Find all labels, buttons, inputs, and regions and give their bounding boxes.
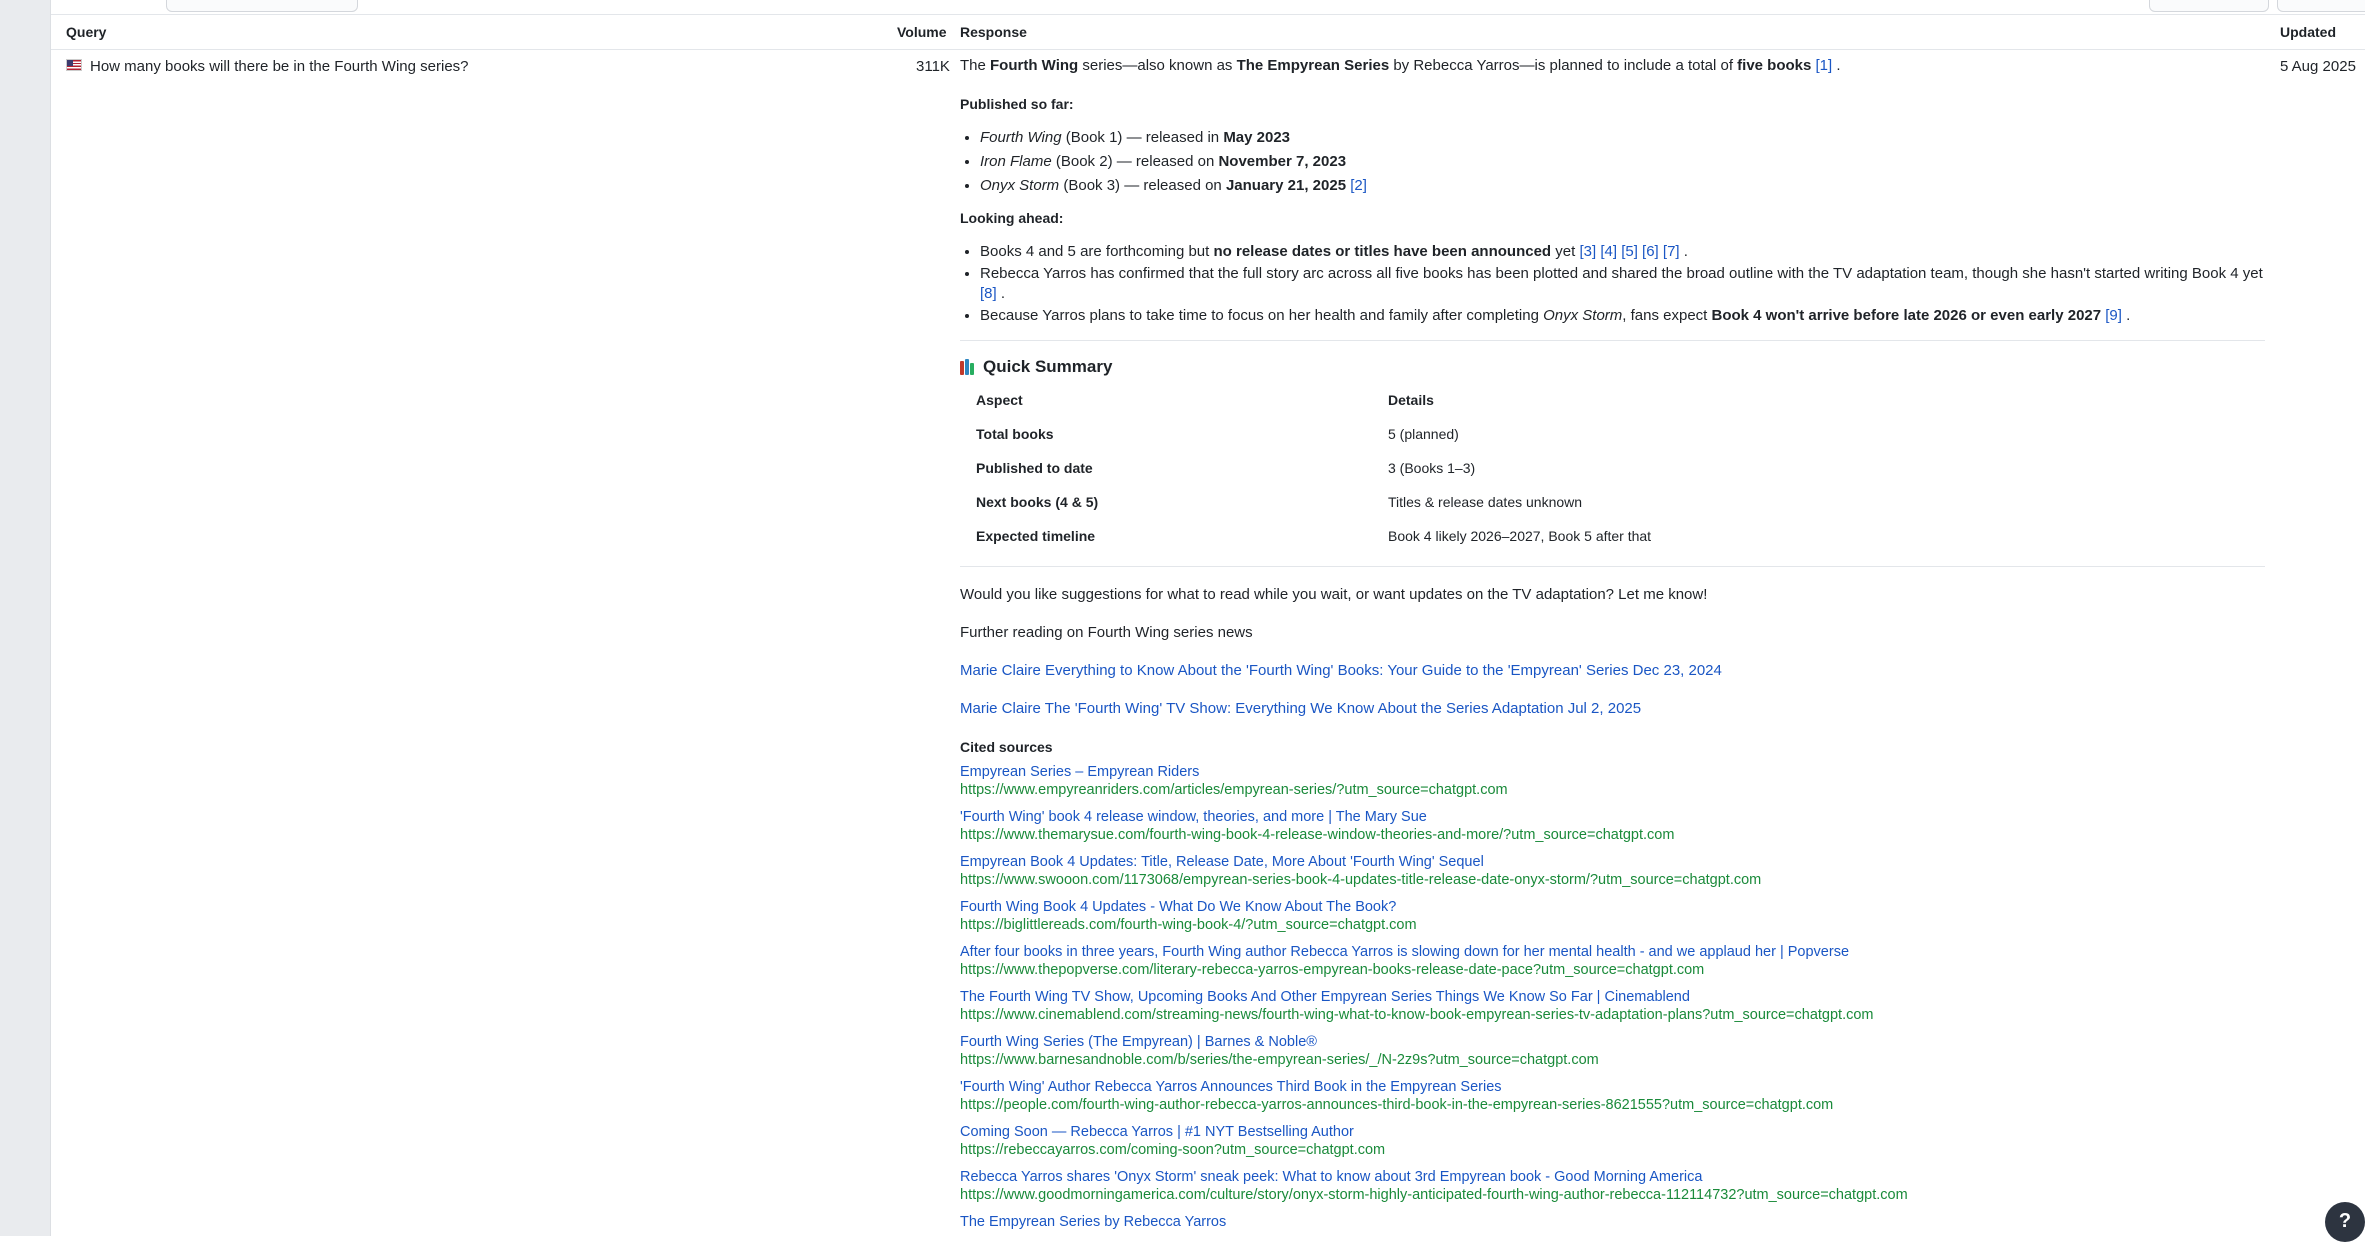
table-header-cell: Aspect [976,392,1023,408]
further-reading-heading: Further reading on Fourth Wing series news [960,624,1253,641]
table-cell: 3 (Books 1–3) [1388,460,1476,476]
source-url[interactable]: https://www.swooon.com/1173068/empyrean-series-book-4-updates-title-release-date-onyx-storm/?utm_source=chatgpt.com [960,872,1762,888]
looking-ahead-heading: Looking ahead: [960,210,1064,226]
source-title-link[interactable]: 'Fourth Wing' Author Rebecca Yarros Announces Third Book in the Empyrean Series [960,1079,1502,1095]
source-item [960,988,2265,1024]
published-list [960,126,2265,198]
further-reading-link[interactable]: Marie Claire Everything to Know About the 'Fourth Wing' Books: Your Guide to the 'Empyrean' Series Dec 23, 2024 [960,662,1722,679]
source-item [960,943,2265,979]
us-flag-icon [66,59,82,71]
source-url[interactable]: https://www.thepopverse.com/literary-rebecca-yarros-empyrean-books-release-date-pace?utm_source=chatgpt.com [960,962,1705,978]
table-header [51,15,2365,50]
table-header-row [976,383,1651,417]
citation-link[interactable]: [4] [1600,243,1618,260]
top-action-button[interactable] [2149,0,2269,12]
column-header-query[interactable]: Query [66,24,107,40]
left-rail [0,0,51,1236]
citation-link[interactable]: [6] [1642,243,1659,260]
published-heading: Published so far: [960,96,1074,112]
table-cell: Published to date [976,460,1093,476]
citation-link[interactable]: [2] [1350,177,1367,194]
source-url[interactable]: https://www.themarysue.com/fourth-wing-book-4-release-window-theories-and-more/?utm_source=chatgpt.com [960,827,1675,843]
source-item [960,1078,2265,1114]
list-item: • Rebecca Yarros has confirmed that the full story arc across all five books has been plotted and shared the broad outline with the TV adaptation team, though she hasn't started writing Book 4 yet [8] . [980,264,2265,304]
table-cell: Titles & release dates unknown [1388,494,1583,510]
table-cell: Book 4 likely 2026–2027, Book 5 after that [1388,528,1652,544]
table-row [976,451,1651,485]
source-item [960,898,2265,934]
source-item [960,763,2265,799]
citation-link[interactable]: [8] [980,285,997,302]
table-row [976,417,1651,451]
top-action-button-2[interactable] [2277,0,2365,12]
source-url[interactable]: https://www.goodmorningamerica.com/culture/story/onyx-storm-highly-anticipated-fourth-wing-author-rebecca-112114732?utm_source=chatgpt.com [960,1187,1908,1203]
table-header-cell: Details [1388,392,1434,408]
looking-ahead-list [960,242,2265,326]
top-filter-control[interactable] [166,0,358,12]
source-url[interactable]: https://people.com/fourth-wing-author-rebecca-yarros-announces-third-book-in-the-empyrean-series-8621555?utm_source=chatgpt.com [960,1097,1834,1113]
citation-link[interactable]: [9] [2105,307,2122,324]
source-title-link[interactable]: The Fourth Wing TV Show, Upcoming Books And Other Empyrean Series Things We Know So Far | Cinemablend [960,989,1690,1005]
cited-sources-list [960,763,2265,1231]
quick-summary-title: Quick Summary [960,357,2265,377]
source-title-link[interactable]: Coming Soon — Rebecca Yarros | #1 NYT Bestselling Author [960,1124,1354,1140]
table-row [976,519,1651,553]
source-item [960,808,2265,844]
source-title-link[interactable]: Rebecca Yarros shares 'Onyx Storm' sneak peek: What to know about 3rd Empyrean book - Good Morning America [960,1169,1703,1185]
source-title-link[interactable]: Empyrean Book 4 Updates: Title, Release Date, More About 'Fourth Wing' Sequel [960,854,1484,870]
list-item: • Books 4 and 5 are forthcoming but no release dates or titles have been announced yet [3] [4] [5] [6] [7] . [980,242,2265,262]
list-item: • Fourth Wing (Book 1) — released in May 2023 [980,126,2265,150]
source-item [960,853,2265,889]
books-icon [960,359,976,375]
table-row [976,485,1651,519]
citation-link[interactable]: [7] [1662,243,1680,260]
response-cell [960,56,2265,1240]
divider [960,340,2265,341]
response-intro: The Fourth Wing series—also known as The Empyrean Series by Rebecca Yarros—is planned to include a total of five books [1] . [960,57,1841,74]
closing-text: Would you like suggestions for what to read while you wait, or want updates on the TV adaptation? Let me know! [960,586,1708,603]
source-title-link[interactable]: Fourth Wing Series (The Empyrean) | Barnes & Noble® [960,1034,1317,1050]
further-reading-link[interactable]: Marie Claire The 'Fourth Wing' TV Show: Everything We Know About the Series Adaptation Jul 2, 2025 [960,700,1642,717]
column-header-response[interactable]: Response [960,24,1027,40]
source-url[interactable]: https://www.empyreanriders.com/articles/empyrean-series/?utm_source=chatgpt.com [960,782,1508,798]
citation-link[interactable]: [3] [1579,243,1597,260]
source-item [960,1213,2265,1231]
list-item: • Onyx Storm (Book 3) — released on January 21, 2025 [2] [980,174,2265,198]
column-header-volume[interactable]: Volume [897,24,947,40]
source-url[interactable]: https://rebeccayarros.com/coming-soon?utm_source=chatgpt.com [960,1142,1386,1158]
query-cell[interactable] [66,58,469,75]
source-title-link[interactable]: Empyrean Series – Empyrean Riders [960,764,1200,780]
table-cell: Total books [976,426,1054,442]
source-title-link[interactable]: Fourth Wing Book 4 Updates - What Do We Know About The Book? [960,899,1397,915]
source-item [960,1033,2265,1069]
source-url[interactable]: https://www.cinemablend.com/streaming-news/fourth-wing-what-to-know-book-empyrean-series-tv-adaptation-plans?utm_source=chatgpt.com [960,1007,1874,1023]
source-url[interactable]: https://www.barnesandnoble.com/b/series/the-empyrean-series/_/N-2z9s?utm_source=chatgpt.com [960,1052,1599,1068]
table-cell: Expected timeline [976,528,1096,544]
divider [960,566,2265,567]
query-text: How many books will there be in the Fourth Wing series? [90,58,469,75]
help-button[interactable]: ? [2325,1202,2365,1242]
citation-link[interactable]: [5] [1621,243,1638,260]
source-title-link[interactable]: After four books in three years, Fourth Wing author Rebecca Yarros is slowing down for her mental health - and we applaud her | Popverse [960,944,1850,960]
volume-cell: 311K [916,58,950,75]
quick-summary-table [976,383,1651,553]
table-cell: Next books (4 & 5) [976,494,1099,510]
source-item [960,1168,2265,1204]
column-header-updated[interactable]: Updated [2280,24,2336,40]
list-item: • Because Yarros plans to take time to focus on her health and family after completing Onyx Storm, fans expect Book 4 won't arrive before late 2026 or even early 2027 [9] . [980,306,2265,326]
table-cell: 5 (planned) [1388,426,1459,442]
list-item: • Iron Flame (Book 2) — released on November 7, 2023 [980,150,2265,174]
source-url[interactable]: https://biglittlereads.com/fourth-wing-book-4/?utm_source=chatgpt.com [960,917,1417,933]
source-item [960,1123,2265,1159]
citation-link[interactable]: [1] [1815,57,1833,74]
cited-sources-heading: Cited sources [960,739,1053,755]
source-title-link[interactable]: The Empyrean Series by Rebecca Yarros [960,1214,1227,1230]
updated-cell: 5 Aug 2025 [2280,58,2356,75]
source-title-link[interactable]: 'Fourth Wing' book 4 release window, theories, and more | The Mary Sue [960,809,1427,825]
top-toolbar [51,0,2365,15]
